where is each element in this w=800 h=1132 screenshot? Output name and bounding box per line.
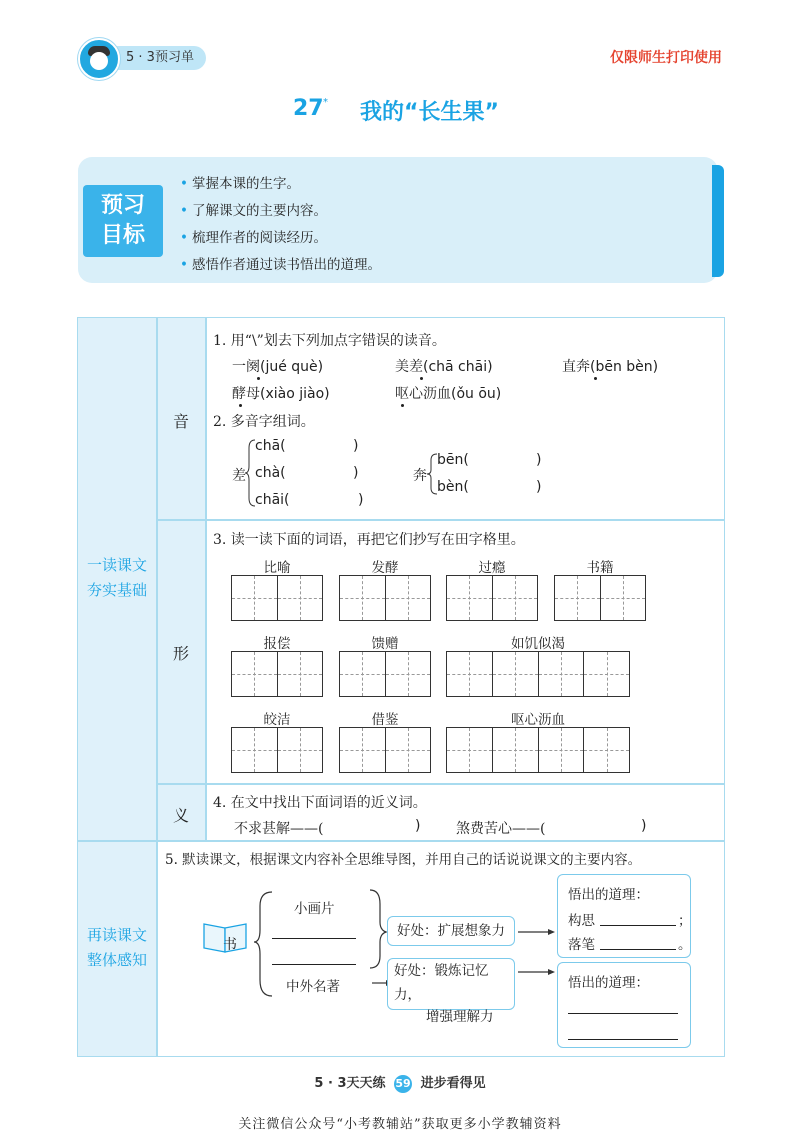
tianzige-grid[interactable] — [446, 727, 630, 773]
section-label-read-first — [78, 553, 156, 603]
goal-item: • 掌握本课的生字。 — [180, 176, 300, 192]
insight-blank[interactable] — [600, 935, 676, 950]
divider — [156, 519, 724, 521]
lesson-number: 27 — [293, 96, 324, 121]
footer-right: 进步看得见 — [420, 1076, 486, 1091]
section-label-line: 夯实基础 — [86, 581, 147, 599]
q1-word: 酵母 — [232, 386, 260, 402]
insight-box-1 — [557, 874, 691, 958]
branch-blank[interactable] — [272, 950, 356, 965]
q2-reading: chā( — [255, 438, 286, 454]
q1-item — [562, 356, 658, 376]
q1-word: 呕心沥血 — [395, 386, 451, 402]
q2-char-2: 奔 — [413, 468, 427, 484]
row-label-meaning: 义 — [173, 806, 190, 825]
goals-label-line1: 预习 — [100, 193, 145, 218]
section-label-line: 一读课文 — [86, 556, 147, 574]
q2-reading: bēn( — [437, 452, 469, 468]
insight-blank[interactable] — [600, 911, 676, 926]
section-label-line: 整体感知 — [86, 951, 147, 969]
q1-pinyin[interactable]: (jué què) — [260, 359, 324, 375]
q4-answer-slot[interactable]: ) — [415, 818, 421, 834]
goals-label-line2: 目标 — [100, 223, 145, 248]
q1-word: 直奔 — [562, 359, 590, 375]
q3-prompt: 3. 读一读下面的词语，再把它们抄写在田字格里。 — [213, 532, 525, 548]
q1-item — [395, 356, 493, 376]
q1-item — [232, 356, 323, 376]
branch-classics: 中外名著 — [286, 979, 340, 995]
tz-word: 过瘾 — [478, 560, 506, 576]
benefit-text: 好处：扩展想象力 — [397, 923, 505, 939]
benefit-text: 增强理解力 — [426, 1009, 494, 1025]
benefit-box-2 — [387, 958, 515, 1025]
insight-title: 悟出的道理： — [568, 887, 649, 903]
series-badge — [78, 38, 206, 72]
series-badge-label: 5 · 3预习单 — [106, 46, 206, 70]
section-label-line: 再读课文 — [86, 926, 147, 944]
q2-reading: chà( — [255, 465, 286, 481]
q4-prompt: 4. 在文中找出下面词语的近义词。 — [213, 795, 427, 811]
q1-word: 一阕 — [232, 359, 260, 375]
tianzige-grid[interactable] — [231, 575, 323, 621]
benefit-text: 好处：锻炼记忆力， — [394, 963, 489, 1003]
q2-answer-slot[interactable]: ) — [353, 465, 359, 481]
tianzige-grid[interactable] — [554, 575, 646, 621]
branch-blank[interactable] — [272, 924, 356, 939]
insight-blank[interactable] — [568, 999, 678, 1014]
goal-text: 感悟作者通过读书悟出的道理。 — [191, 257, 381, 273]
tz-word: 馈赠 — [371, 636, 399, 652]
q2-answer-slot[interactable]: ) — [353, 438, 359, 454]
divider — [78, 840, 724, 842]
emphasis-dot — [239, 404, 242, 407]
goal-item: • 了解课文的主要内容。 — [180, 203, 327, 219]
q1-pinyin[interactable]: (xiào jiào) — [260, 386, 330, 402]
insight-title: 悟出的道理： — [568, 975, 649, 991]
q5-prompt: 5. 默读课文，根据课文内容补全思维导图，并用自己的话说说课文的主要内容。 — [165, 852, 642, 868]
page-number: 59 — [394, 1075, 412, 1093]
mascot-icon — [78, 38, 120, 80]
tz-word: 如饥似渴 — [511, 636, 565, 652]
insight-blank[interactable] — [568, 1025, 678, 1040]
q1-pinyin[interactable]: (bēn bèn) — [590, 359, 659, 375]
divider — [205, 318, 207, 840]
tianzige-grid[interactable] — [446, 575, 538, 621]
branch-picture-cards: 小画片 — [294, 901, 335, 917]
tz-word: 发酵 — [371, 560, 399, 576]
row-label-form: 形 — [173, 644, 190, 663]
tz-word: 书籍 — [586, 560, 614, 576]
q2-prompt: 2. 多音字组词。 — [213, 414, 315, 430]
tz-word: 比喻 — [263, 560, 291, 576]
goals-label — [83, 185, 163, 257]
tianzige-grid[interactable] — [231, 651, 323, 697]
tianzige-grid[interactable] — [231, 727, 323, 773]
benefit-box-1 — [387, 916, 515, 946]
print-notice: 仅限师生打印使用 — [610, 50, 722, 66]
q2-char-1: 差 — [232, 468, 246, 484]
insight-label: 构思 — [568, 913, 595, 929]
emphasis-dot — [257, 377, 260, 380]
q4-answer-slot[interactable]: ) — [641, 818, 647, 834]
emphasis-dot — [420, 377, 423, 380]
insight-box-2 — [557, 962, 691, 1048]
tianzige-grid[interactable] — [339, 651, 431, 697]
goal-item: • 梳理作者的阅读经历。 — [180, 230, 327, 246]
q2-answer-slot[interactable]: ) — [536, 479, 542, 495]
preview-goals-box — [78, 157, 718, 283]
bottom-note: 关注微信公众号“小考教辅站”获取更多小学教辅资料 — [238, 1117, 562, 1132]
goal-item: • 感悟作者通过读书悟出的道理。 — [180, 257, 381, 273]
lesson-title: 我的“长生果” — [360, 100, 499, 125]
section-label-read-again — [78, 923, 156, 973]
q4-item-2: 煞费苦心——( — [456, 821, 546, 837]
q1-word: 美差 — [395, 359, 423, 375]
q1-item — [395, 383, 501, 403]
emphasis-dot — [594, 377, 597, 380]
goal-text: 梳理作者的阅读经历。 — [191, 230, 327, 246]
insight-punct: ； — [678, 913, 692, 929]
goal-text: 了解课文的主要内容。 — [191, 203, 327, 219]
q2-answer-slot[interactable]: ) — [536, 452, 542, 468]
tianzige-grid[interactable] — [339, 727, 431, 773]
row-label-sound: 音 — [173, 412, 190, 431]
tz-word: 呕心沥血 — [511, 712, 565, 728]
divider — [156, 318, 158, 1056]
q1-pinyin[interactable]: (chā chāi) — [423, 359, 493, 375]
insight-punct: 。 — [678, 937, 692, 953]
insight-label: 落笔 — [568, 937, 595, 953]
q2-answer-slot[interactable]: ) — [358, 492, 364, 508]
page-footer — [0, 1072, 800, 1093]
divider — [156, 783, 724, 785]
q2-reading: chāi( — [255, 492, 290, 508]
tianzige-grid[interactable] — [339, 575, 431, 621]
lesson-star: * — [323, 97, 328, 108]
tz-word: 报偿 — [263, 636, 291, 652]
q1-pinyin[interactable]: (ǒu ōu) — [451, 386, 502, 402]
q4-item-1: 不求甚解——( — [234, 821, 324, 837]
goals-side-tab — [712, 165, 724, 277]
goal-text: 掌握本课的生字。 — [191, 176, 300, 192]
emphasis-dot — [401, 404, 404, 407]
q1-item — [232, 383, 330, 403]
q1-prompt: 1. 用“\”划去下列加点字错误的读音。 — [213, 333, 446, 349]
tianzige-grid[interactable] — [446, 651, 630, 697]
tz-word: 借鉴 — [371, 712, 399, 728]
q2-reading: bèn( — [437, 479, 469, 495]
footer-left: 5 · 3天天练 — [314, 1076, 386, 1091]
book-label: 书 — [223, 937, 237, 953]
tz-word: 皎洁 — [263, 712, 291, 728]
